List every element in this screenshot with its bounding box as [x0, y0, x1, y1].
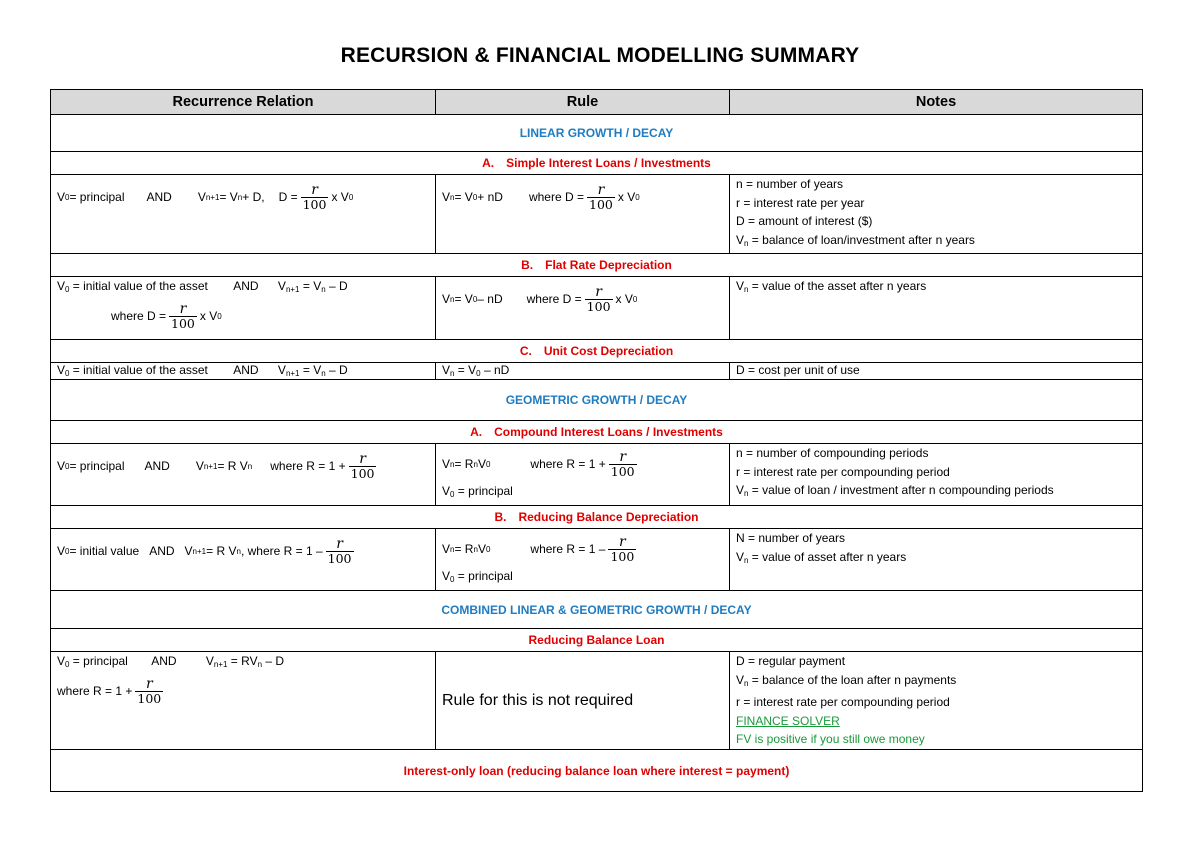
cell-rule: V n = V 0 + nD where D = $\frac{r}{100}$ x V 0	[436, 175, 730, 254]
cell-rule: V n = R n V 0 where R = 1 + $\frac{r}{100}$ $V_0$ = principal	[436, 444, 730, 506]
subsection-heading: Reducing Balance Loan	[51, 629, 1143, 652]
section-heading: LINEAR GROWTH / DECAY	[51, 115, 1143, 152]
cell-recurrence: V 0 = principal AND V n+1 = V n + D, D = $\frac{r}{100}$ x V 0	[51, 175, 436, 254]
cell-recurrence: V 0 = initial value AND V n+1 = R V n , where R = 1 – $\frac{r}{100}$	[51, 529, 436, 591]
section-heading: GEOMETRIC GROWTH / DECAY	[51, 380, 1143, 421]
subsection-reducing-balance-depreciation: B. Reducing Balance Depreciation	[51, 506, 1143, 529]
subsection-compound-interest: A. Compound Interest Loans / Investments	[51, 421, 1143, 444]
interest-only-loan-row	[51, 750, 1143, 792]
section-heading: COMBINED LINEAR & GEOMETRIC GROWTH / DECAY	[51, 591, 1143, 629]
cell-notes: N = number of years $V_n$ = value of asset after n years	[730, 529, 1143, 591]
cell-rule: V n = R n V 0 where R = 1 – $\frac{r}{100}$ $V_0$ = principal	[436, 529, 730, 591]
interest-only-loan-heading: Interest-only loan (reducing balance loan where interest = payment)	[51, 750, 1143, 792]
section-combined	[51, 591, 1143, 629]
fraction-r-over-100: $\frac{r}{100}$	[171, 300, 195, 331]
subsection-simple-interest	[51, 152, 1143, 175]
subsection-flat-rate: B. Flat Rate Depreciation	[51, 254, 1143, 277]
cell-recurrence: $V_0$ = initial value of the asset AND $V_{n+1} = V_n - D$ where D = $\frac{r}{100}$ x V 0	[51, 277, 436, 340]
row-reducing-balance-depreciation	[51, 529, 1143, 591]
section-geometric	[51, 380, 1143, 421]
cell-recurrence: $V_0$ = principal AND $V_{n+1} = RV_n - D$ where R = 1 + $\frac{r}{100}$	[51, 652, 436, 750]
cell-recurrence: V 0 = principal AND V n+1 = R V n where R = 1 + $\frac{r}{100}$	[51, 444, 436, 506]
section-linear	[51, 115, 1143, 152]
subsection-heading: Simple Interest Loans / Investments	[506, 156, 711, 170]
page-title: RECURSION & FINANCIAL MODELLING SUMMARY	[340, 44, 860, 67]
fraction-r-over-100: $\frac{r}{100}$	[610, 533, 635, 564]
row-simple-interest	[51, 175, 1143, 254]
fraction-r-over-100: $\frac{r}{100}$	[586, 283, 611, 314]
fv-note: FV is positive if you still owe money	[736, 732, 925, 746]
row-compound-interest	[51, 444, 1143, 506]
row-unit-cost	[51, 363, 1143, 380]
cell-recurrence: $V_0$ = initial value of the asset AND $V_{n+1} = V_n - D$	[51, 363, 436, 380]
cell-notes: D = cost per unit of use	[730, 363, 1143, 380]
row-flat-rate	[51, 277, 1143, 340]
header-recurrence-relation: Recurrence Relation	[51, 90, 436, 115]
cell-rule: $V_n = V_0$ – nD	[436, 363, 730, 380]
fraction-r-over-100: $\frac{r}{100}$	[350, 450, 375, 481]
cell-rule: V n = V 0 – nD where D = $\frac{r}{100}$ x V 0	[436, 277, 730, 340]
cell-notes: n = number of compounding periods r = interest rate per compounding period $V_n$ = value of loan / investment after n compounding periods	[730, 444, 1143, 506]
fraction-r-over-100: $\frac{r}{100}$	[589, 181, 613, 212]
cell-notes: $V_n$ = value of the asset after n years	[730, 277, 1143, 340]
cell-notes: D = regular payment $V_n$ = balance of the loan after n payments r = interest rate per compounding period FINANCE SOLVER FV is positive if you still owe money	[730, 652, 1143, 750]
subsection-letter: A.	[482, 156, 495, 170]
subsection-unit-cost: C. Unit Cost Depreciation	[51, 340, 1143, 363]
fraction-r-over-100: $\frac{r}{100}$	[302, 181, 327, 212]
cell-notes: n = number of years r = interest rate per year D = amount of interest ($) $V_n$ = balance of loan/investment after n years	[730, 175, 1143, 254]
header-notes: Notes	[730, 90, 1143, 115]
header-row	[51, 90, 1143, 115]
rule-not-required: Rule for this is not required	[442, 691, 634, 709]
subsection-reducing-balance-loan	[51, 629, 1143, 652]
header-rule: Rule	[436, 90, 730, 115]
finance-solver-link[interactable]: FINANCE SOLVER	[736, 713, 840, 728]
cell-rule	[436, 652, 730, 750]
row-reducing-balance-loan	[51, 652, 1143, 750]
fraction-r-over-100: $\frac{r}{100}$	[327, 535, 352, 566]
fraction-r-over-100: $\frac{r}{100}$	[137, 675, 162, 706]
fraction-r-over-100: $\frac{r}{100}$	[610, 448, 635, 479]
summary-table	[50, 89, 1143, 792]
